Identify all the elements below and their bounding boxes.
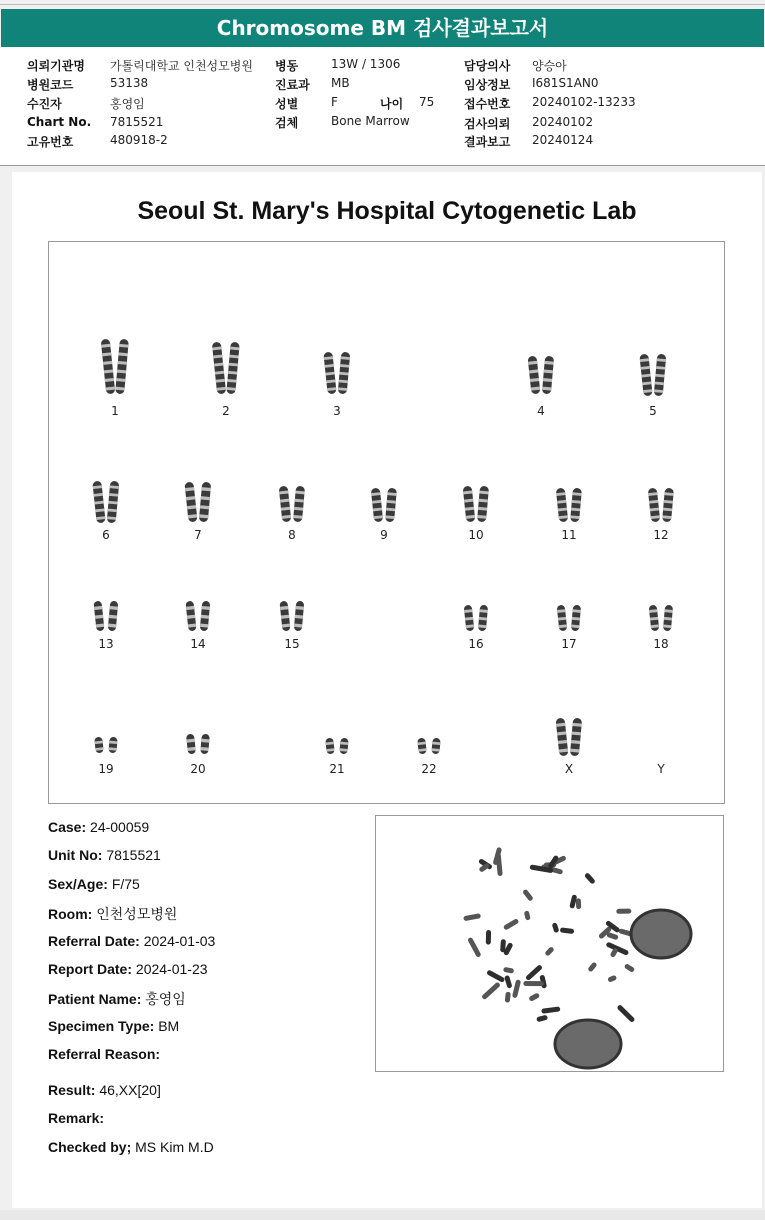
info-value: 가톨릭대학교 인천성모병원 (110, 59, 253, 73)
info-label: 결과보고 (464, 135, 511, 149)
bottom-margin (0, 1210, 765, 1220)
metaphase-chromosome (486, 969, 505, 983)
referral-reason-line (48, 1046, 160, 1062)
specimen-line (48, 1018, 179, 1034)
metaphase-chromosome (463, 913, 481, 921)
info-value: MB (331, 76, 350, 90)
report-title-bar (1, 9, 764, 47)
case-line (48, 819, 149, 835)
report-sheet (12, 172, 762, 1208)
metaphase-chromosome (528, 992, 540, 1002)
referral-date-value: 2024-01-03 (143, 933, 216, 949)
metaphase-chromosome (523, 981, 544, 986)
chromosome-label-22: 22 (421, 762, 437, 776)
info-value: 20240102 (532, 115, 594, 129)
metaphase-spread-picture (376, 816, 723, 1071)
info-label: 병원코드 (27, 78, 74, 92)
chromosome-label-4: 4 (537, 404, 545, 418)
chromosome-pair-12 (639, 486, 683, 524)
chromosome-pair-16 (454, 603, 498, 633)
chromosome-pair-13 (84, 599, 128, 633)
chromosome-pair-6 (84, 479, 128, 525)
chromosome-label-12: 12 (653, 528, 669, 542)
chromosome-pair-3 (315, 350, 359, 396)
metaphase-chromosome (536, 1015, 548, 1023)
chromosome-label-7: 7 (194, 528, 202, 542)
chromosome-label-20: 20 (190, 762, 206, 776)
info-label: 성별 (275, 97, 299, 111)
chromosome-pair-5 (631, 352, 675, 398)
chromosome-label-8: 8 (288, 528, 296, 542)
metaphase-chromosome (552, 922, 560, 933)
info-label: Chart No. (27, 115, 92, 129)
chromosome-pair-7 (176, 480, 220, 524)
metaphase-chromosome (560, 927, 575, 934)
chromosome-pair-9 (362, 486, 406, 524)
chromosome-label-1: 1 (111, 404, 119, 418)
metaphase-chromosome (512, 979, 521, 998)
chromosome-label-3: 3 (333, 404, 341, 418)
chromosome-label-5: 5 (649, 404, 657, 418)
chromosome-label-19: 19 (98, 762, 114, 776)
metaphase-chromosome (522, 889, 534, 902)
info-label: 수진자 (27, 97, 62, 111)
chromosome-pair-X (547, 716, 591, 758)
chromosome-label-14: 14 (190, 637, 206, 651)
chromosome-pair-22 (407, 736, 451, 756)
info-label: 고유번호 (27, 135, 74, 149)
unit-line (48, 847, 161, 863)
result-label: Result: (48, 1082, 96, 1098)
info-label: 임상정보 (464, 78, 511, 92)
case-label: Case: (48, 819, 87, 835)
metaphase-chromosome (607, 975, 617, 983)
chromosome-label-11: 11 (561, 528, 577, 542)
referral-reason-label: Referral Reason: (48, 1046, 161, 1062)
chromosome-label-9: 9 (380, 528, 388, 542)
chromosome-pair-2 (204, 340, 248, 396)
info-label: 담당의사 (464, 59, 511, 73)
specimen-value: BM (158, 1018, 180, 1034)
patient-info-panel (0, 47, 765, 166)
metaphase-chromosome (584, 872, 596, 885)
interphase-nucleus (555, 1020, 621, 1068)
unit-label: Unit No: (48, 847, 103, 863)
chromosome-label-6: 6 (102, 528, 110, 542)
checked-by-value: MS Kim M.D (135, 1139, 214, 1155)
chromosome-pair-19 (84, 735, 128, 755)
result-line (48, 1082, 161, 1098)
chromosome-pair-10 (454, 484, 498, 524)
remark-line (48, 1110, 104, 1126)
chromosome-pair-14 (176, 599, 220, 633)
specimen-label: Specimen Type: (48, 1018, 155, 1034)
report-title: Chromosome BM 검사결과보고서 (216, 16, 549, 40)
metaphase-chromosome (467, 937, 481, 958)
info-value: 75 (419, 95, 435, 109)
info-label: 검체 (275, 116, 299, 130)
chromosome-label-10: 10 (468, 528, 484, 542)
referral-date-line (48, 933, 215, 949)
metaphase-chromosome (503, 967, 514, 974)
metaphase-chromosome (616, 909, 631, 914)
info-label: 접수번호 (464, 97, 511, 111)
chromosome-pair-8 (270, 484, 314, 524)
metaphase-chromosome (541, 1006, 560, 1013)
patient-name-value: 홍영임 (145, 991, 186, 1007)
chromosome-pair-20 (176, 732, 220, 756)
metaphase-chromosome (544, 946, 554, 957)
metaphase-chromosome (503, 918, 519, 931)
room-line (48, 904, 177, 924)
karyotype-panel (48, 241, 725, 804)
interphase-nucleus (631, 910, 691, 958)
metaphase-chromosome (624, 963, 636, 973)
metaphase-chromosome (505, 992, 511, 1003)
sex-age-line (48, 876, 140, 892)
info-label: 나이 (380, 97, 404, 111)
chromosome-pair-1 (93, 337, 137, 396)
room-label: Room: (48, 906, 93, 922)
remark-label: Remark: (48, 1110, 105, 1126)
metaphase-chromosome (616, 1004, 635, 1023)
info-value: I681S1AN0 (532, 76, 599, 90)
patient-name-label: Patient Name: (48, 991, 142, 1007)
info-value: 20240102-13233 (532, 95, 636, 109)
info-label: 진료과 (275, 78, 310, 92)
patient-name-line (48, 989, 186, 1009)
info-value: 20240124 (532, 133, 594, 147)
metaphase-chromosome (504, 975, 512, 989)
metaphase-chromosome (486, 930, 491, 945)
metaphase-chromosome (576, 898, 581, 909)
info-value: 53138 (110, 76, 149, 90)
unit-value: 7815521 (106, 847, 161, 863)
info-value: F (331, 95, 338, 109)
chromosome-pair-21 (315, 736, 359, 756)
checked-by-line (48, 1139, 214, 1155)
metaphase-chromosome (524, 910, 531, 920)
info-value: 홍영임 (110, 97, 145, 111)
chromosome-pair-18 (639, 603, 683, 633)
info-value: 13W / 1306 (331, 57, 401, 71)
chromosome-pair-15 (270, 599, 314, 633)
chromosome-label-16: 16 (468, 637, 484, 651)
lab-title: Seoul St. Mary's Hospital Cytogenetic Lab (137, 197, 637, 225)
room-value: 인천성모병원 (96, 906, 178, 922)
info-label: 검사의뢰 (464, 117, 511, 131)
checked-by-label: Checked by; (48, 1139, 132, 1155)
result-value: 46,XX[20] (99, 1082, 161, 1098)
chromosome-label-X: X (564, 762, 574, 776)
report-date-label: Report Date: (48, 961, 133, 977)
chromosome-label-15: 15 (284, 637, 300, 651)
metaphase-image (375, 815, 724, 1072)
chromosome-label-13: 13 (98, 637, 114, 651)
chromosome-label-18: 18 (653, 637, 669, 651)
report-date-value: 2024-01-23 (135, 961, 208, 977)
info-label: 병동 (275, 59, 299, 73)
referral-date-label: Referral Date: (48, 933, 140, 949)
info-value: 480918-2 (110, 133, 168, 147)
sex-age-label: Sex/Age: (48, 876, 108, 892)
top-divider (0, 4, 765, 5)
metaphase-chromosome (481, 981, 501, 1000)
chromosome-label-2: 2 (222, 404, 230, 418)
chromosome-label-21: 21 (329, 762, 345, 776)
info-value: 양승아 (532, 59, 567, 73)
info-label: 의뢰기관명 (27, 59, 85, 73)
chromosome-pair-4 (519, 354, 563, 396)
chromosome-label-Y: Y (657, 762, 665, 776)
report-date-line (48, 961, 208, 977)
info-value: Bone Marrow (331, 114, 410, 128)
metaphase-chromosome (587, 961, 597, 972)
sex-age-value: F/75 (111, 876, 140, 892)
info-value: 7815521 (110, 115, 164, 129)
metaphase-chromosome (500, 939, 506, 952)
case-value: 24-00059 (90, 819, 150, 835)
metaphase-chromosome (605, 941, 629, 955)
chromosome-pair-17 (547, 603, 591, 633)
chromosome-pair-11 (547, 486, 591, 524)
chromosome-label-17: 17 (561, 637, 577, 651)
